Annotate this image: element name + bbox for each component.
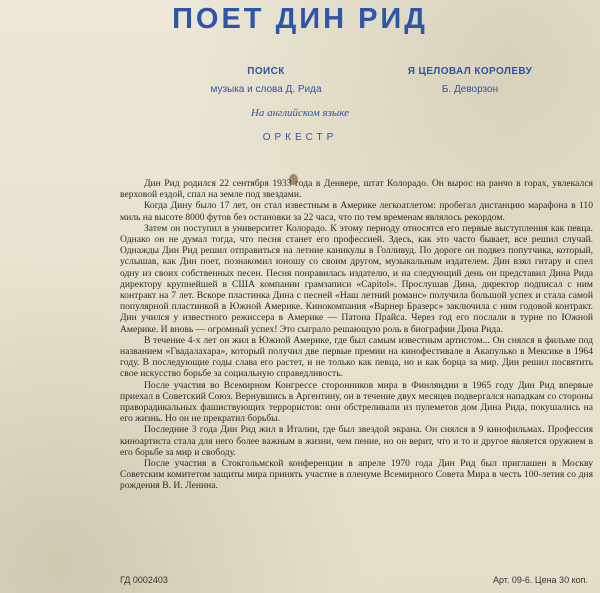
paragraph: После участия в Стокгольмской конференции в апреле 1970 года Дин Рид был приглашен в Москву Советским комитетом защиты мира принять участие в пленуме Всемирного Совета Мира в честь 100-летия со дня рождения В. И. Ленина. xyxy=(120,458,593,492)
paragraph: После участия во Всемирном Конгрессе сторонников мира в Финляндии в 1965 году Дин Рид впервые приехал в Советский Союз. Вернувшись в Аргентину, он в течение двух месяцев подвергался нападкам со стороны праворадикальных фашиствующих террористов: они обстреливали из пулеметов дом Дина Рида, покушались на его жизнь. Но он не прекратил борьбы. xyxy=(120,379,593,425)
ensemble-label: ОРКЕСТР xyxy=(262,132,338,143)
song-title: ПОИСК xyxy=(247,66,285,77)
paragraph: В течение 4-х лет он жил в Южной Америке, где был самым известным артистом... Он снялся в фильме под названием «Гвадалахара», который получил две первые премии на кинофестивале в Акапулько в Мексике в 1964 году. В последующие годы слава его растет, и не только как певца, но и как борца за мир. Дин решил посвятить свое искусство борьбе за социальную справедливость. xyxy=(120,334,593,380)
page-title: ПОЕТ ДИН РИД xyxy=(172,3,428,35)
paragraph: Дин Рид родился 22 сентября 1933 года в Денвере, штат Колорадо. Он вырос на ранчо в горах, увлекался верховой ездой, спал на земле под звездами. xyxy=(120,178,593,201)
catalog-number: ГД 0002403 xyxy=(120,575,168,585)
song-right xyxy=(395,66,545,95)
song-title: Я ЦЕЛОВАЛ КОРОЛЕВУ xyxy=(407,66,533,77)
paragraph: Последние 3 года Дин Рид жил в Италии, где был звездой экрана. Он снялся в 9 кинофильмах. Профессия киноартиста стала для него более важным в жизни, чем пение, но он верит, что и то и другое является оружием в его борьбе за мир и свободу. xyxy=(120,424,593,458)
song-author: музыка и слова Д. Рида xyxy=(210,84,322,95)
paragraph: Затем он поступил в университет Колорадо. К этому периоду относятся его первые выступления как певца. Однако он не думал тогда, что песня станет его профессией. Здесь, как это часто бывает, все решил случай. Однажды Дин Рид решил отправиться на летние каникулы в Голливуд. По дороге он подвез попутчика, который, услышав, как Дин поет, познакомил юношу со своим другом, музыкальным издателем. Дин взял гитару и спел одну из своих собственных песен. Песня понравилась издателю, и на следующий день он представил Дина Рида директору крупнейшей в США компании грамзаписи «Capitol». Прослушав Дина, директор подписал с ним контракт на 7 лет. Вскоре пластинка Дина с песней «Наш летний романс» получила большой успех и стала самой популярной пластинкой в Южной Америке. Кинокомпания «Варнер Бразерс» заключила с ним годовой контракт. Дин учился у известного режиссера в Америке — Патона Прайса. Через год его послали в турне по Южной Америке. И вновь — огромный успех! Это сыграло решающую роль в биографии Дина Рида. xyxy=(120,222,593,335)
language-note: На английском языке xyxy=(250,107,350,119)
price-label: Арт. 09-6. Цена 30 коп. xyxy=(492,575,588,585)
song-left xyxy=(196,66,336,95)
song-author: Б. Деворзон xyxy=(441,84,499,95)
biography-text xyxy=(120,178,593,492)
paragraph: Когда Дину было 17 лет, он стал известным в Америке легкоатлетом: пробегал дистанцию марафона в 110 миль на высоте 8000 футов без остановки за 22 часа, что по тем временам являлось рекордом. xyxy=(120,200,593,223)
